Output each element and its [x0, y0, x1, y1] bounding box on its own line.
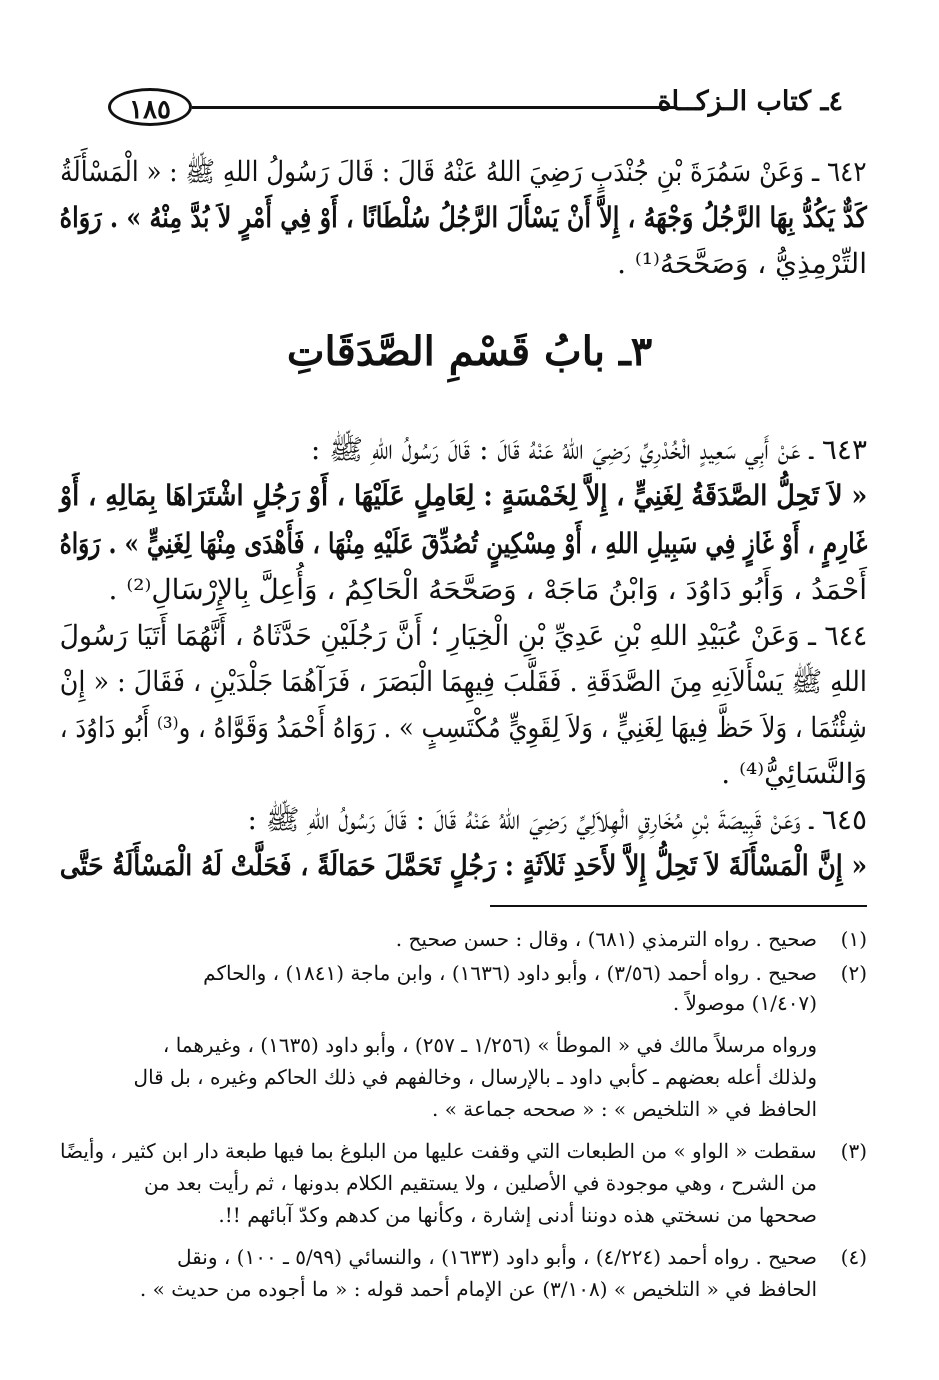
footnote-2-line-4: ولذلك أعله بعضهم ـ كأبي داود ـ بالإرسال ، وخالفهم في ذلك الحاكم وغيره ، بل قال	[133, 1065, 817, 1089]
footnote-1-line-1: صحيح . رواه الترمذي (٦٨١) ، وقال : حسن صحيح .	[395, 927, 817, 951]
footnote-2-line-2: (١/٤٠٧) موصولاً .	[672, 991, 817, 1015]
page-header	[108, 84, 843, 130]
hadith-643-line-1: ٦٤٣ ـ عَنْ أَبِي سَعِيدٍ الْخُدْرِيِّ رَضِيَ اللهُ عَنْهُ قَالَ : قَالَ رَسُولُ اللهِ ﷺ :	[310, 433, 867, 466]
hadith-644-line-1: ٦٤٤ ـ وَعَنْ عُبَيْدِ اللهِ بْنِ عَدِيِّ بْنِ الْخِيَارِ ؛ أَنَّ رَجُلَيْنِ حَدَّثَاهُ ، أَنَّهُمَا أَتَيَا رَسُولَ	[59, 619, 867, 652]
footnote-4-line-1: صحيح . رواه أحمد (٤/٢٢٤) ، وأبو داود (١٦٣٣) ، والنسائي (٥/٩٩ ـ ١٠٠) ، ونقل	[177, 1245, 817, 1269]
footnote-3-line-2: من الشرح ، وهي موجودة في الأصلين ، ولا يستقيم الكلام بدونها ، ثم رأيت بعد من	[143, 1171, 817, 1195]
hadith-643-line-2: « لاَ تَحِلُّ الصَّدَقَةُ لِغَنِيٍّ ، إِلاَّ لِخَمْسَةٍ : لِعَامِلٍ عَلَيْهَا ، أَوْ رَجُلٍ اشْتَرَاهَا بِمَالِهِ ، أَوْ	[59, 479, 867, 512]
hadith-643-line-3: غَارِمٍ ، أَوْ غَازٍ فِي سَبِيلِ اللهِ ، أَوْ مِسْكِينٍ تُصُدِّقَ عَلَيْهِ مِنْهَا ، فَأَهْدَى مِنْهَا لِغَنِيٍّ » . رَوَاهُ	[59, 527, 867, 560]
hadith-644-line-3: شِئْتُمَا ، وَلاَ حَظَّ فِيهَا لِغَنِيٍّ ، وَلاَ لِقَوِيٍّ مُكْتَسِبٍ » . رَوَاهُ أَحْمَدُ وَقَوَّاهُ ، و⁽³⁾ أَبُو دَاوُدَ ،	[59, 711, 868, 744]
footnote-3-line-3: صححها من نسختي هذه دوننا أدنى إشارة ، وكأنها من كدهم وكدّ آبائهم !!.	[218, 1203, 817, 1227]
chapter-title: ٤ـ كتاب الـزكــاة	[657, 86, 843, 117]
footnote-separator	[490, 905, 867, 907]
hadith-645-line-1: ٦٤٥ ـ وَعَنْ قَبِيصَةَ بْنِ مُخَارِقٍ الْهِلاَلِيِّ رَضِيَ اللهُ عَنْهُ قَالَ : قَالَ رَسُولُ اللهِ ﷺ :	[247, 803, 867, 836]
footnote-2-number: (٢)	[840, 961, 867, 985]
hadith-643-line-4: أَحْمَدُ ، وَأَبُو دَاوُدَ ، وَابْنُ مَاجَهْ ، وَصَحَّحَهُ الْحَاكِمُ ، وَأُعِلَّ بِالإِرْسَالِ⁽²⁾ .	[108, 573, 867, 606]
hadith-642-line-3: التِّرْمِذِيُّ ، وَصَحَّحَهُ⁽¹⁾ .	[617, 247, 867, 280]
hadith-642-line-2: كَدٌّ يَكُدُّ بِهَا الرَّجُلُ وَجْهَهُ ، إِلاَّ أَنْ يَسْأَلَ الرَّجُلُ سُلْطَانًا ، أَوْ فِي أَمْرٍ لاَ بُدَّ مِنْهُ » . رَوَاهُ	[59, 201, 867, 234]
footnote-3-number: (٣)	[840, 1139, 867, 1163]
page-number: ١٨٥	[108, 88, 192, 126]
footnote-4-number: (٤)	[840, 1245, 867, 1269]
footnote-2-line-1: صحيح . رواه أحمد (٣/٥٦) ، وأبو داود (١٦٣٦) ، وابن ماجة (١٨٤١) ، والحاكم	[203, 961, 817, 985]
footnote-1-number: (١)	[840, 927, 867, 951]
footnote-4-line-2: الحافظ في « التلخيص » (٣/١٠٨) عن الإمام أحمد قوله : « ما أجوده من حديث » .	[139, 1277, 817, 1301]
footnote-2-line-5: الحافظ في « التلخيص » : « صححه جماعة » .	[432, 1097, 817, 1121]
hadith-644-line-2: اللهِ ﷺ يَسْأَلاَنِهِ مِنَ الصَّدَقَةِ . فَقَلَّبَ فِيهِمَا الْبَصَرَ ، فَرَآهُمَا جَلْدَيْنِ ، فَقَالَ : « إِنْ	[59, 665, 867, 698]
hadith-645-line-2: « إِنَّ الْمَسْأَلَةَ لاَ تَحِلُّ إِلاَّ لأَحَدِ ثَلاَثَةٍ : رَجُلٍ تَحَمَّلَ حَمَالَةً ، فَحَلَّتْ لَهُ الْمَسْأَلَةُ حَتَّى	[59, 849, 867, 882]
footnote-2-line-3: ورواه مرسلاً مالك في « الموطأ » (١/٢٥٦ ـ ٢٥٧) ، وأبو داود (١٦٣٥) ، وغيرهما ،	[162, 1033, 817, 1057]
footnote-3-line-1: سقطت « الواو » من الطبعات التي وقفت عليها من البلوغ بما فيها طبعة دار ابن كثير ، وأيضًا	[60, 1139, 817, 1163]
hadith-642-line-1: ٦٤٢ ـ وَعَنْ سَمُرَةَ بْنِ جُنْدَبٍ رَضِيَ اللهُ عَنْهُ قَالَ : قَالَ رَسُولُ اللهِ ﷺ : « الْمَسْأَلَةُ	[60, 155, 867, 188]
hadith-644-line-4: وَالنَّسَائِيُّ⁽⁴⁾ .	[721, 757, 867, 790]
section-title: ٣ـ بابُ قَسْمِ الصَّدَقَاتِ	[286, 328, 653, 375]
header-rule	[192, 106, 676, 109]
